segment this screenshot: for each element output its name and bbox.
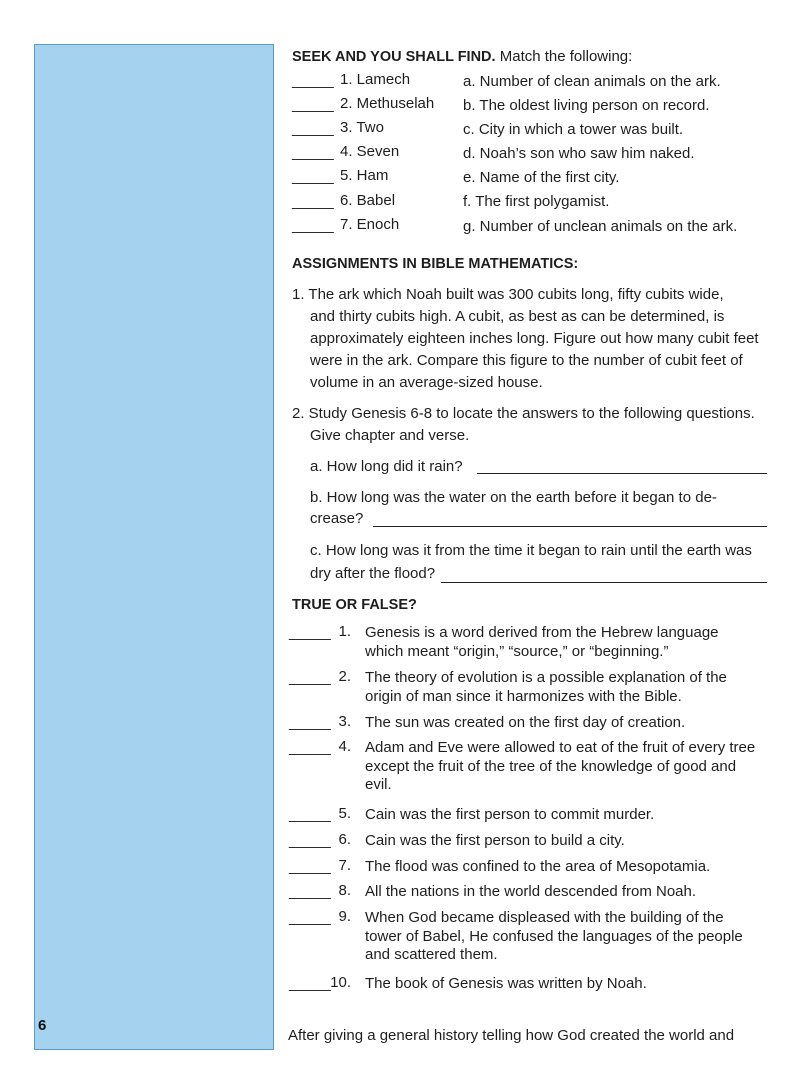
- matching-left-6: 6. Babel: [340, 192, 396, 209]
- tf-blank-8[interactable]: _____: [289, 883, 331, 900]
- tf-num-1: 1.: [338, 623, 351, 640]
- tf-line: When God became displeased with the building of the: [365, 909, 724, 926]
- matching-right-f: f. The first polygamist.: [463, 193, 610, 210]
- footer-paragraph: After giving a general history telling how God created the world and: [288, 1027, 735, 1044]
- tf-line: The flood was confined to the area of Mesopotamia.: [365, 858, 711, 875]
- tf-num-3: 3.: [338, 713, 351, 730]
- tf-item-5: [365, 806, 785, 825]
- tf-item-2: [365, 669, 785, 706]
- math-q2b-cont: crease?: [310, 510, 364, 527]
- page-number: 6: [38, 1017, 47, 1034]
- math-q1-line: approximately eighteen inches long. Figure out how many cubit feet: [310, 330, 759, 347]
- tf-item-10: [365, 975, 785, 994]
- tf-blank-10[interactable]: _____: [289, 975, 331, 992]
- tf-num-6: 6.: [338, 831, 351, 848]
- math-q2c-cont: dry after the flood?: [310, 565, 436, 582]
- tf-heading: TRUE OR FALSE?: [292, 597, 417, 613]
- tf-line: except the fruit of the tree of the knowledge of good and: [365, 757, 737, 775]
- matching-blank-6[interactable]: _____: [292, 193, 334, 210]
- tf-line: The book of Genesis was written by Noah.: [365, 975, 647, 992]
- tf-num-5: 5.: [338, 805, 351, 822]
- tf-line: Cain was the first person to commit murder.: [365, 806, 655, 823]
- tf-blank-2[interactable]: _____: [289, 669, 331, 686]
- tf-num-10: 10.: [330, 974, 351, 991]
- tf-num-8: 8.: [338, 882, 351, 899]
- math-q1-line: and thirty cubits high. A cubit, as best as can be determined, is: [310, 308, 725, 325]
- matching-blank-2[interactable]: _____: [292, 96, 334, 113]
- tf-num-2: 2.: [338, 668, 351, 685]
- math-q2b: b. How long was the water on the earth before it began to de-: [310, 489, 717, 506]
- tf-item-7: [365, 858, 785, 877]
- tf-num-4: 4.: [338, 738, 351, 755]
- tf-line: The sun was created on the first day of creation.: [365, 714, 686, 731]
- tf-blank-7[interactable]: _____: [289, 858, 331, 875]
- math-q2-line: Give chapter and verse.: [310, 427, 470, 444]
- math-q2c: c. How long was it from the time it began to rain until the earth was: [310, 542, 752, 559]
- matching-left-2: 2. Methuselah: [340, 95, 435, 112]
- tf-line: The theory of evolution is a possible explanation of the: [365, 669, 727, 686]
- tf-line: which meant “origin,” “source,” or “beginning.”: [365, 642, 669, 660]
- tf-line: Genesis is a word derived from the Hebrew language: [365, 624, 719, 641]
- tf-line: All the nations in the world descended from Noah.: [365, 883, 697, 900]
- matching-heading-line: [292, 48, 632, 66]
- matching-blank-5[interactable]: _____: [292, 168, 334, 185]
- matching-blank-3[interactable]: _____: [292, 120, 334, 137]
- tf-line: Cain was the first person to build a city.: [365, 832, 625, 849]
- matching-left-3: 3. Two: [340, 119, 384, 136]
- answer-line-c[interactable]: [441, 582, 767, 583]
- tf-item-9: [365, 909, 785, 965]
- tf-item-6: [365, 832, 785, 851]
- tf-num-9: 9.: [338, 908, 351, 925]
- tf-item-3: [365, 714, 785, 733]
- answer-line-a[interactable]: [477, 473, 767, 474]
- tf-line: and scattered them.: [365, 946, 498, 963]
- matching-left-1: 1. Lamech: [340, 71, 411, 88]
- math-q1-line: volume in an average-sized house.: [310, 374, 543, 391]
- tf-line: evil.: [365, 776, 392, 793]
- matching-blank-1[interactable]: _____: [292, 72, 334, 89]
- math-q2-line: 2. Study Genesis 6-8 to locate the answers to the following questions.: [292, 405, 755, 422]
- tf-line: tower of Babel, He confused the languages of the people: [365, 927, 743, 945]
- matching-left-4: 4. Seven: [340, 143, 400, 160]
- matching-left-5: 5. Ham: [340, 167, 389, 184]
- matching-instruction: Match the following:: [495, 48, 633, 65]
- tf-blank-3[interactable]: _____: [289, 714, 331, 731]
- tf-blank-6[interactable]: _____: [289, 832, 331, 849]
- matching-right-e: e. Name of the first city.: [463, 169, 620, 186]
- matching-right-b: b. The oldest living person on record.: [463, 97, 710, 114]
- tf-item-4: [365, 739, 785, 795]
- matching-left-7: 7. Enoch: [340, 216, 400, 233]
- tf-blank-4[interactable]: _____: [289, 739, 331, 756]
- math-heading: ASSIGNMENTS IN BIBLE MATHEMATICS:: [292, 256, 579, 272]
- math-q1-line: were in the ark. Compare this figure to the number of cubit feet of: [310, 352, 743, 369]
- tf-blank-5[interactable]: _____: [289, 806, 331, 823]
- matching-blank-4[interactable]: _____: [292, 144, 334, 161]
- tf-num-7: 7.: [338, 857, 351, 874]
- matching-right-a: a. Number of clean animals on the ark.: [463, 73, 721, 90]
- tf-item-8: [365, 883, 785, 902]
- matching-heading: SEEK AND YOU SHALL FIND.: [292, 49, 496, 65]
- math-q2a: a. How long did it rain?: [310, 458, 463, 475]
- answer-line-b[interactable]: [373, 526, 767, 527]
- math-q1-line: 1. The ark which Noah built was 300 cubits long, fifty cubits wide,: [292, 286, 724, 303]
- matching-right-g: g. Number of unclean animals on the ark.: [463, 218, 738, 235]
- tf-line: origin of man since it harmonizes with the Bible.: [365, 687, 682, 705]
- tf-line: Adam and Eve were allowed to eat of the fruit of every tree: [365, 739, 756, 756]
- tf-blank-1[interactable]: _____: [289, 624, 331, 641]
- matching-right-c: c. City in which a tower was built.: [463, 121, 684, 138]
- tf-blank-9[interactable]: _____: [289, 909, 331, 926]
- matching-right-d: d. Noah’s son who saw him naked.: [463, 145, 695, 162]
- matching-blank-7[interactable]: _____: [292, 217, 334, 234]
- tf-item-1: [365, 624, 785, 661]
